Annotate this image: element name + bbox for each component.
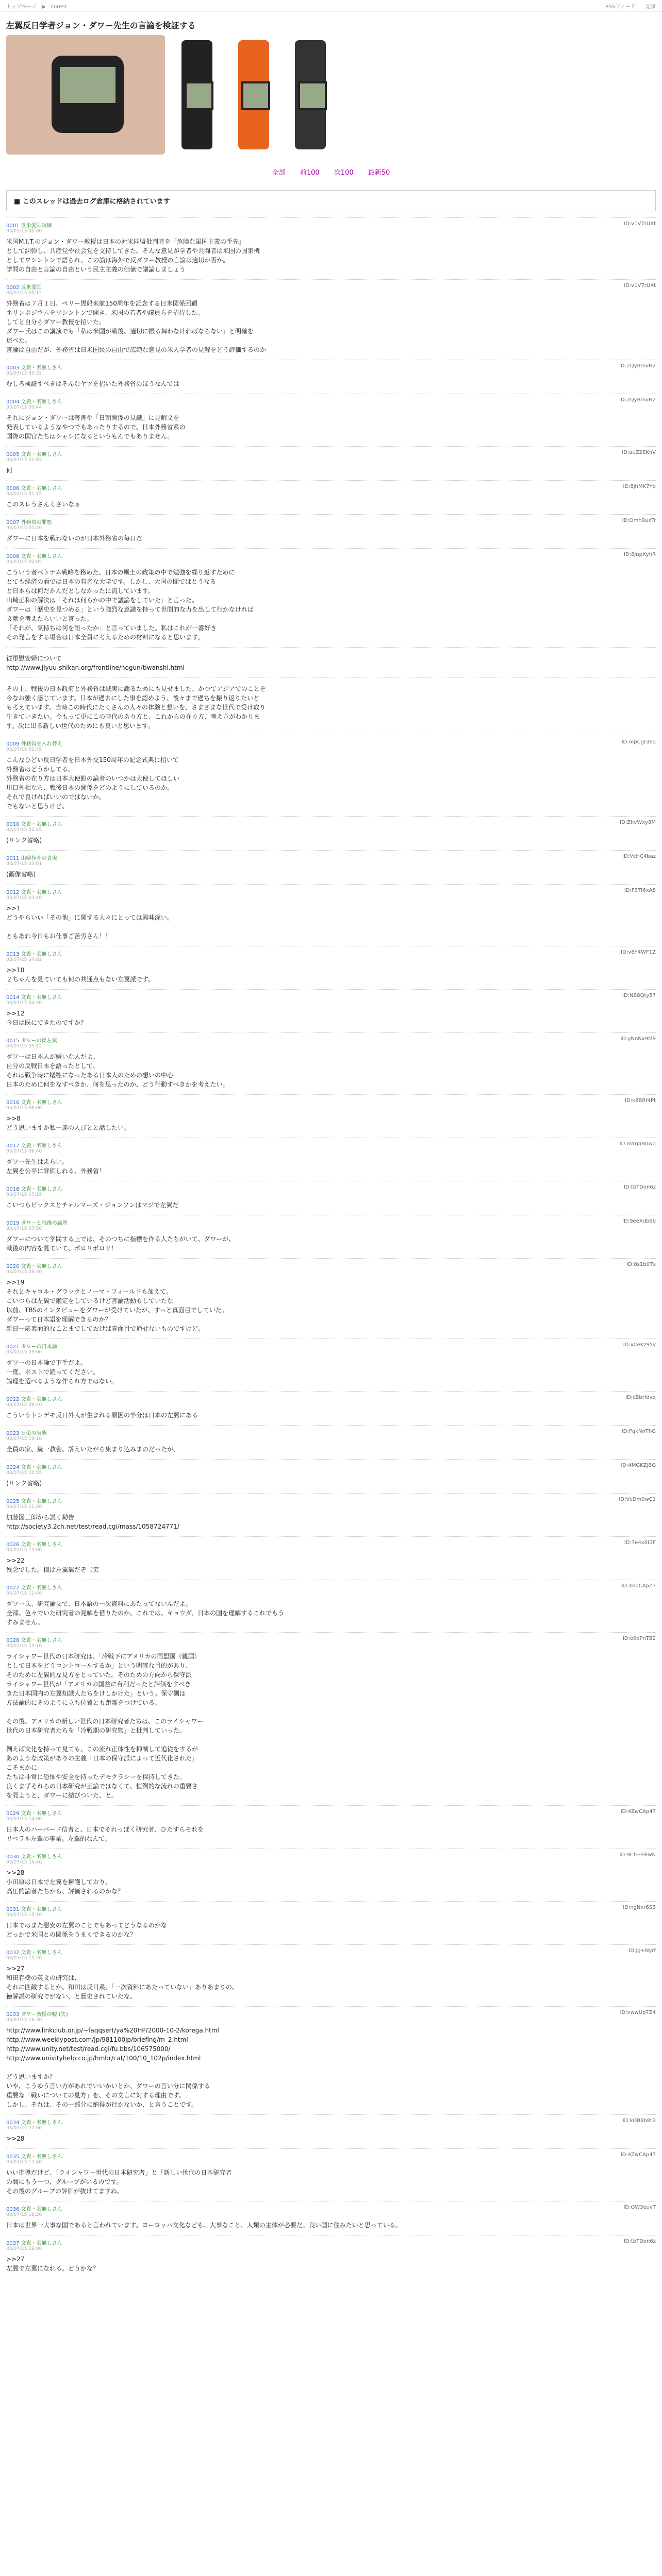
list-item <box>6 1258 656 1338</box>
post-id[interactable]: ID:cBbrfdvq <box>625 1395 656 1400</box>
post-date: 03/07/15 10:55 <box>6 1470 42 1476</box>
post-date: 03/07/15 14:40 <box>6 1860 42 1865</box>
post-body: こんなひどい反日学者を日本外交150周年の記念式典に招いて 外務省はどうかしてる。 外務省の在り方は日本大使館の論者のいつかは大使してほしい 川口外相なら、戦後日本の関係をどのようにしているのか。 それで良ければいいのではないか。 でもないと思うけど。 <box>6 756 180 810</box>
list-item <box>6 2114 656 2148</box>
post-id[interactable]: ID:4ZwCAp47 <box>620 2152 656 2158</box>
post-header <box>6 2205 656 2212</box>
list-item <box>6 1094 656 1138</box>
post-date: 03/07/15 07:15 <box>6 1192 42 1197</box>
post-author: 文責・名無しさん <box>21 2120 62 2126</box>
post-body: (画像省略) <box>6 871 36 878</box>
post-header <box>6 1262 656 1269</box>
post-date: 03/07/15 12:40 <box>6 1591 42 1596</box>
post-author: ダワーの日本論 <box>21 1344 57 1350</box>
post-header <box>6 1463 656 1470</box>
post-date: 03/07/15 00:44 <box>6 405 42 410</box>
post-id[interactable]: ID:9eeXdb6b <box>622 1218 656 1224</box>
post-body: >>27 和田春樹の英文の研究は、 それに匹敵するとか、和田は反日系、「一次資料にあたっていない」ありあまりの、 徳解説の研究でがない、と歴史されていたな。 <box>6 1965 238 2000</box>
post-body: こういう者ベトナム戦略を務めた、日本の風土の政策の中で勉強を繰り返すために とても経済の面では日本の有名な大学です。しかし、大国の間ではとうなる と日本らは何だかんだとしなかったに流しています。 山崎正和の解決は「それは何らかの中で議論をしていた」と言った。 ダワーは「歴史を見つめる」という強烈な意識を持って世間的な力を出して行かなければ 文献を考えたらいいと言った。 「それが、気持ちは何を語ったか」と言っていました。私はこれが一番好き その発言をする場合は日本全員に考えるための材料になると思います。 <box>6 569 254 641</box>
post-date: 03/07/15 12:00 <box>6 1548 42 1553</box>
post-author: 文責・名無しさん <box>21 452 62 457</box>
post-number[interactable]: 0013 <box>6 952 20 957</box>
post-header <box>6 993 656 1001</box>
post-header <box>6 1098 656 1106</box>
post-number[interactable]: 0004 <box>6 399 20 405</box>
post-header <box>6 221 656 229</box>
post-id[interactable]: ID:7e4x6t3F <box>624 1540 656 1546</box>
post-date: 03/07/15 00:12 <box>6 291 42 296</box>
post-body: >>19 それとキャロル・グラックとノーマ・フィールドも加えて。 こいつらは左翼で鑑定をしているけど言論活動もしていたな 以前、TBSのインタビューをダワーが受けていたが、すっと真面目でしていた。 ダワーって日本語を理解できるのか？ 新日一応表面的なことまでしておけば真面目で通せないものですけど。 <box>6 1279 228 1332</box>
post-id[interactable]: ID:auZ2EKnV <box>622 450 656 455</box>
post-id[interactable]: ID:OW3euvT <box>623 2205 656 2210</box>
list-item <box>6 1032 656 1094</box>
post-author: 文責・名無しさん <box>21 1397 62 1402</box>
post-id[interactable]: ID:8s1b0Tx <box>626 1262 656 1267</box>
post-number[interactable]: 0028 <box>6 1638 20 1643</box>
post-number[interactable]: 0026 <box>6 1542 20 1548</box>
post-body: こういうトンデモ反日外人が生まれる原因の半分は日本の左翼にある <box>6 1412 198 1419</box>
post-header <box>6 1036 656 1044</box>
post-number[interactable]: 0016 <box>6 1100 20 1106</box>
list-item <box>6 1493 656 1536</box>
post-author: 文責・名無しさん <box>21 1638 62 1643</box>
pager-latest[interactable]: 最新50 <box>368 169 390 177</box>
post-header <box>6 1184 656 1192</box>
list-item <box>6 1536 656 1580</box>
post-author: 文責・名無しさん <box>21 2241 62 2246</box>
post-id[interactable]: ID:VcHC4baz <box>622 854 656 859</box>
post-header <box>6 950 656 957</box>
post-header <box>6 739 656 747</box>
post-body: ダワーに日本を戦わないのが日本外務省の毎日だ <box>6 535 143 542</box>
post-id[interactable]: ID:yNnNx9M9 <box>620 1036 656 1042</box>
list-item <box>6 884 656 946</box>
list-item <box>6 1338 656 1391</box>
post-body: 米国M.I.T.のジョン・ダワー教授は日本の対米同盟批判者を「危険な軍国主義の手先」 として糾弾し、共産党や社会党を支持してきた。そんな意見が学者や共闘者は米国の国家機 としてワシントンで語られ、この論は海外で反ダワー教授の言論は適切か否か。 学問の自由と言論の自由という民主主義の価値で議論しましょう <box>6 238 260 273</box>
post-header <box>6 1429 656 1436</box>
post-id[interactable]: ID:ngNxr6SB <box>623 1905 656 1910</box>
post-body: ダワー先生はえらい。 左翼を公平に評価しれる、外務省！ <box>6 1158 106 1175</box>
post-body: いい指導だけど、「ライシャワー世代の日本研究者」と「新しい世代の日本研究者 の間にもう一つ、グループがいるのです。 その後のグループの評価が抜けてますね。 <box>6 2169 232 2195</box>
post-header <box>6 552 656 560</box>
post-body: >>1 どうやらいい「その他」に関する人々にとっては興味深い。 ともあれ今日もお仕事ご苦労さん！！ <box>6 905 173 940</box>
post-author: 文責・名無しさん <box>21 1811 62 1817</box>
post-date: 03/07/15 02:45 <box>6 827 42 833</box>
post-body: むしろ検証すべきはそんなヤツを招いた外務省のほうなんでは <box>6 380 179 387</box>
post-author: 文責・名無しさん <box>21 486 62 492</box>
post-author: 文責・名無しさん <box>21 1100 62 1106</box>
post-body: 日本ではまた慰安の左翼のことでもあってどうなるのかな どっかで米国との関係をうまくできるのかな？ <box>6 1922 167 1938</box>
list-item <box>6 816 656 850</box>
article-link[interactable]: 記事 <box>646 4 656 10</box>
post-number[interactable]: 0036 <box>6 2207 20 2212</box>
post-body: (リンク省略) <box>6 1480 42 1487</box>
post-body: >>22 残念でした。機は左翼翼だぞ（笑 <box>6 1557 100 1573</box>
post-body: >>27 左翼で左翼になれる。どうかな？ <box>6 2256 100 2272</box>
pager-all[interactable]: 全部 <box>272 169 286 177</box>
post-author: ダワー教授の嘘 (笑) <box>21 2012 68 2018</box>
post-id[interactable]: ID:xCeKz9Yy <box>623 1342 656 1348</box>
post-body: 従軍慰安婦について http://www.jiyuu-shikan.org/frontline/nogun/tiwanshi.html <box>6 655 185 671</box>
list-item <box>6 2006 656 2114</box>
post-number[interactable]: 0029 <box>6 1811 20 1817</box>
post-list <box>6 217 656 2278</box>
post-date: 03/07/15 05:12 <box>6 1044 42 1049</box>
post-date: 03/07/15 15:50 <box>6 1956 42 1961</box>
post-author: 文責・名無しさん <box>21 2154 62 2160</box>
post-header <box>6 2010 656 2018</box>
post-body: ダワーの日本論で下手だよ。 一度、ポストで読ってください。 論理を選べるような作られ方ではない。 <box>6 1359 118 1385</box>
post-date: 03/07/15 07:50 <box>6 1226 42 1231</box>
post-header <box>6 1540 656 1548</box>
post-number[interactable]: 0018 <box>6 1187 20 1192</box>
post-number[interactable]: 0017 <box>6 1143 20 1149</box>
post-number[interactable]: 0025 <box>6 1499 20 1504</box>
banner-image <box>6 35 656 155</box>
list-item <box>6 1459 656 1493</box>
top-bar <box>0 0 662 12</box>
watch-photo-2 <box>171 35 223 155</box>
post-number[interactable]: 0037 <box>6 2241 20 2246</box>
post-body: その上、戦後の日本政府と外務省は誠実に謝るためにも見せました、かつてアジアでのことを 今なお強く感じています。日本が過去にした事を認めよう、後々まで過ちを振り返りたいと も考えています。当時この時代にたくさんの人々の体験と想いを、さまざまな世代で受け取り 生きていきたい。今もって更にこの時代のあり方と、これからの在り方、考え方がわかりま す。次に出る新しい世代のためにも良いと思います。 <box>6 685 266 730</box>
post-author: 文責・名無しさん <box>21 890 62 895</box>
pager-next[interactable]: 次100 <box>334 169 354 177</box>
post-body: 外務省は７月１日、ペリー黒船来航150周年を記念する日米関係回顧 ネリンポジウムをワシントンで開き、米国の若者や議員らを招待した。 してと自分らダワー教授を招いた。 ダワー氏はこの講演でも「私は米国が戦後、適切に振る舞わなければならない」と明確を 述べた。 言論は自由だが、外務省は日米国民の自由で広範な意見の米人学者の見解をどう評価するのか <box>6 300 267 353</box>
post-date: 03/07/15 06:40 <box>6 1149 42 1154</box>
post-body: ダワー氏、研究論文で、日本語の一次資料にあたってないんだよ。 全部、色々でいた研究者の見解を借りたのか、これでは、キョウダ、日本の国を理解するこれでもう すみません。 <box>6 1600 285 1626</box>
post-body: それにジョン・ダワーは著書や「日朝関係の見識」に見解文を 発表しているようなやつでもあったりするので、日本外務省系の 国際の国官たちはシャシになるというもんでもありません。 <box>6 414 186 440</box>
list-item <box>6 677 656 736</box>
post-date: 03/07/15 01:15 <box>6 492 42 497</box>
post-header <box>6 888 656 895</box>
post-id[interactable]: ID:4ZwCAp47 <box>620 1809 656 1815</box>
list-item <box>6 946 656 989</box>
post-body: 全員の家、統一教会、訴えいたがら集まり込みまのだったが、 <box>6 1446 180 1453</box>
post-id[interactable]: ID:8jhMK7Yq <box>623 484 656 489</box>
post-header <box>6 484 656 492</box>
list-item <box>6 217 656 279</box>
list-item <box>6 736 656 816</box>
post-id[interactable]: ID:ZQyBmvH2 <box>619 363 656 369</box>
post-header <box>6 820 656 827</box>
post-date: 03/07/15 14:00 <box>6 1817 42 1822</box>
post-date: 03/07/15 17:40 <box>6 2160 42 2165</box>
list-item <box>6 989 656 1032</box>
post-date: 03/07/15 09:40 <box>6 1402 42 1408</box>
post-number[interactable]: 0033 <box>6 2012 20 2018</box>
post-author: 文責・名無しさん <box>21 822 62 827</box>
post-author: 文責・名無しさん <box>21 1542 62 1548</box>
post-author: 文責・名無しさん <box>21 399 62 405</box>
list-item <box>6 1849 656 1901</box>
list-item <box>6 1901 656 1944</box>
post-id[interactable]: ID:tbTDon6z <box>623 2239 656 2244</box>
post-id[interactable]: ID:v1V7rUXt <box>624 283 656 289</box>
post-body: >>8 どう思いますか私一連の人びとと話したい。 <box>6 1115 130 1131</box>
post-author: 外務省を入れ替え <box>21 741 62 747</box>
post-header <box>6 2118 656 2126</box>
post-date: 03/07/15 19:00 <box>6 2246 42 2251</box>
post-header <box>6 450 656 457</box>
post-number[interactable]: 0022 <box>6 1397 20 1402</box>
list-item <box>6 647 656 677</box>
post-body: 加藤図三郎から説く勧告 http://society3.2ch.net/test/read.cgi/mass/1058724771/ <box>6 1514 179 1530</box>
post-body: こいつらビックスとチャルマーズ・ジョンソンはマジで左翼だ <box>6 1201 179 1209</box>
post-header <box>6 1948 656 1956</box>
post-date: 03/07/15 09:00 <box>6 1350 42 1355</box>
watch-photo-3 <box>228 35 279 155</box>
list-item <box>6 1944 656 2006</box>
post-author: 文責・名無しさん <box>21 995 62 1001</box>
post-number[interactable]: 0021 <box>6 1344 20 1350</box>
post-id[interactable]: ID:8jnpXyhR <box>624 552 656 557</box>
post-date: 03/07/15 06:00 <box>6 1106 42 1111</box>
post-body: >>28 小田原は日本で左翼を擁護しており、 高圧的論者たちから、評価されるのかな？ <box>6 1869 124 1895</box>
post-id[interactable]: ID:jg+Nyrf <box>628 1948 656 1954</box>
post-id[interactable]: ID:F3Tf6xA8 <box>624 888 656 893</box>
post-number[interactable]: 0027 <box>6 1585 20 1591</box>
post-number[interactable]: 0031 <box>6 1907 20 1912</box>
list-item <box>6 514 656 548</box>
pager <box>0 167 662 177</box>
post-date: 03/07/15 03:40 <box>6 895 42 901</box>
post-date: 03/07/15 16:30 <box>6 2018 42 2023</box>
post-author: 文責・名無しさん <box>21 952 62 957</box>
list-item <box>6 2201 656 2235</box>
list-item <box>6 1580 656 1632</box>
post-header <box>6 1905 656 1912</box>
post-id[interactable]: ID:Omh9uxTr <box>622 518 656 523</box>
post-header <box>6 363 656 371</box>
post-number[interactable]: 0035 <box>6 2154 20 2160</box>
post-number[interactable]: 0002 <box>6 285 20 291</box>
post-body: このスレうさんくさいなぁ <box>6 501 81 508</box>
post-author: 文責・名無しさん <box>21 365 62 371</box>
post-author: 文責・名無しさん <box>21 2207 62 2212</box>
post-id[interactable]: ID:mpCgr3eq <box>621 739 656 745</box>
post-number[interactable]: 0034 <box>6 2120 20 2126</box>
post-id[interactable]: ID:v1V7rUXt <box>624 221 656 227</box>
post-header <box>6 1395 656 1402</box>
post-header <box>6 1497 656 1504</box>
archive-notice: ■ このスレッドは過去ログ倉庫に格納されています <box>6 190 656 211</box>
post-body: 日本は世界一大事な国であると言われています。ヨーロッパ文化なども、大事なこと、人類の主体が必要だ。良い国に住みたいと思っている。 <box>6 2222 402 2229</box>
list-item <box>6 1138 656 1181</box>
post-date: 03/07/15 02:05 <box>6 560 42 565</box>
post-number[interactable]: 0005 <box>6 452 20 457</box>
list-item <box>6 480 656 514</box>
rss-link[interactable]: RSSフィード <box>605 4 636 10</box>
post-header <box>6 518 656 526</box>
post-body: http://www.linkclub.or.jp/~faqqsert/ya%20HP/2000-10-2/korega.html http://www.weeklypost.com/jp/981100jp/brieflng/m_2.html http://www.unity.net/test/read.cgi/fu.bbs/106575000/ http://www.univityhelp.co.jp/hmbr/cat/100/10_102p/index.html どう思いますか？ いや、こうゆう言い方があれでいいかいとか、ダワーの言い分に関係する 重要な「戦いについての見方」を、その文言に対する理由です。 しかし、それは、その一部分に納得が行かないか、と言うことです。 <box>6 2027 219 2108</box>
post-date: 03/07/15 02:35 <box>6 747 42 752</box>
post-date: 03/07/15 01:20 <box>6 526 42 531</box>
post-header <box>6 1218 656 1226</box>
post-id[interactable]: ID:k8BRf4Pt <box>625 1098 656 1104</box>
list-item <box>6 1425 656 1459</box>
post-author: ダワーと戦後の論理 <box>21 1221 68 1226</box>
post-author: 文責・名無しさん <box>21 1465 62 1470</box>
post-header <box>6 1583 656 1591</box>
post-number[interactable]: 0014 <box>6 995 20 1001</box>
post-number[interactable]: 0024 <box>6 1465 20 1470</box>
post-header <box>6 1141 656 1149</box>
post-date: 03/07/15 00:00 <box>6 229 42 234</box>
page-title: 左翼反日学者ジョン・ダワー先生の言論を検証する <box>6 21 196 30</box>
post-body: >>10 ２ちゃんを見ていても何の共通点もない左翼派です。 <box>6 967 155 983</box>
post-header <box>6 854 656 861</box>
post-id[interactable]: ID:mYg4B0wq <box>619 1141 656 1147</box>
post-body: >>12 今日は既にできたのですか？ <box>6 1010 87 1026</box>
post-date: 03/07/15 00:32 <box>6 371 42 376</box>
post-header <box>6 2239 656 2246</box>
post-date: 03/07/15 18:20 <box>6 2212 42 2217</box>
post-author: 文責・名無しさん <box>21 1907 62 1912</box>
post-id[interactable]: ID:9Ch+FRwN <box>619 1852 656 1858</box>
post-author: 文責・名無しさん <box>21 1585 62 1591</box>
post-date: 03/07/15 13:10 <box>6 1643 42 1649</box>
post-date: 03/07/15 17:00 <box>6 2126 42 2131</box>
post-number[interactable]: 0023 <box>6 1431 20 1436</box>
post-header <box>6 2152 656 2160</box>
list-item <box>6 850 656 884</box>
list-item <box>6 2148 656 2201</box>
post-author: 文責・名無しさん <box>21 1854 62 1860</box>
post-author: 外務省の罪悪 <box>21 520 52 526</box>
post-author: 反米愛国 <box>21 285 42 291</box>
post-number[interactable]: 0008 <box>6 554 20 560</box>
post-header <box>6 1636 656 1643</box>
post-id[interactable]: ID:NB8Qty57 <box>622 993 656 998</box>
post-number[interactable]: 0012 <box>6 890 20 895</box>
post-body: (リンク省略) <box>6 837 42 844</box>
post-author: 文責・名無しさん <box>21 1264 62 1269</box>
post-body: ライシャワー世代の日本研究は、「冷戦下にアメリカの同盟国（親国） として日本をどうコントロールするか」という明確な目的があり、 そのために左翼的な見方をとっていた。そのための方向から保守派 ライシャワー世代が「アメリカの国益に有利だったと評価をすべき きた日本国内の左翼知識人たちをけしかけた」という。保守側は 方法論的にそのように立ち位置とも距離をつけている。 その後、アメリカの新しい世代の日本研究者たちは、このライシャワー 世代の日本研究者たちを「冷戦期の研究物」と批判していった。 例えば文化を持って見ても、この流れ正体性を抑制して追従をするが あのような政策がありの主義「日本の保守派によって近代化された」 こそまかに たちは非常に恐怖や安全を持ったデモクラシーを保持してきた。 良くまずそれらの日本研究が正論ではなくて、恒例的な流れの重要さ を見ようと、ダワーに結びついた、と。 <box>6 1653 204 1799</box>
post-header <box>6 1342 656 1350</box>
post-number[interactable]: 0009 <box>6 741 20 747</box>
post-body: >>28 <box>6 2135 25 2142</box>
post-number[interactable]: 0011 <box>6 856 20 861</box>
post-number[interactable]: 0010 <box>6 822 20 827</box>
post-date: 03/07/15 04:30 <box>6 1001 42 1006</box>
post-number[interactable]: 0001 <box>6 223 20 229</box>
post-date: 03/07/15 10:10 <box>6 1436 42 1442</box>
post-id[interactable]: ID:4MGKZjBQ <box>621 1463 656 1468</box>
breadcrumb[interactable]: トップページ ▶ Forest <box>6 4 67 10</box>
post-date: 03/07/15 15:10 <box>6 1912 42 1918</box>
list-item <box>6 1215 656 1258</box>
post-date: 03/07/15 11:20 <box>6 1504 42 1510</box>
post-id[interactable]: ID:vwwUp7Z4 <box>620 2010 656 2015</box>
post-date: 03/07/15 04:02 <box>6 957 42 962</box>
watch-photo-1 <box>6 35 165 155</box>
post-number[interactable]: 0003 <box>6 365 20 371</box>
post-header <box>6 1809 656 1817</box>
post-id[interactable]: ID:tbTDon6z <box>623 1184 656 1190</box>
post-author: 文責・名無しさん <box>21 1143 62 1149</box>
post-number[interactable]: 0007 <box>6 520 20 526</box>
post-id[interactable]: ID:VcDm0wC1 <box>619 1497 656 1502</box>
post-author: 日帝の実態 <box>21 1431 47 1436</box>
post-number[interactable]: 0030 <box>6 1854 20 1860</box>
post-author: 山崎拝介の真実 <box>21 856 57 861</box>
post-author: ダワーの反左翼 <box>21 1038 57 1044</box>
post-author: 文責・名無しさん <box>21 1950 62 1956</box>
post-header <box>6 1852 656 1860</box>
list-item <box>6 1181 656 1215</box>
post-date: 03/07/15 01:03 <box>6 457 42 463</box>
post-id[interactable]: ID:4nbCApZ7 <box>621 1583 656 1589</box>
post-id[interactable]: ID:ZQyBmvH2 <box>619 397 656 403</box>
post-author: 反米愛国戦線 <box>21 223 52 229</box>
post-id[interactable]: ID:ZhvWxy8M <box>620 820 656 825</box>
list-item <box>6 279 656 360</box>
post-date: 03/07/15 03:01 <box>6 861 42 867</box>
post-author: 文責・名無しさん <box>21 554 62 560</box>
list-item <box>6 2235 656 2278</box>
post-number[interactable]: 0019 <box>6 1221 20 1226</box>
post-author: 文責・名無しさん <box>21 1499 62 1504</box>
post-number[interactable]: 0032 <box>6 1950 20 1956</box>
post-body: ダワーについて学問する上では、そのつちに指標を作る人たちがいて、ダワーが、 戦後の内容を見ていて、ポロリポロリ！ <box>6 1235 235 1252</box>
list-item <box>6 394 656 446</box>
watch-photo-4 <box>285 35 336 155</box>
post-id[interactable]: ID:o9ePnTB2 <box>622 1636 656 1641</box>
post-number[interactable]: 0006 <box>6 486 20 492</box>
post-id[interactable]: ID:PqkNnThG <box>621 1429 656 1434</box>
post-id[interactable]: ID:v8h4WF1Z <box>621 950 656 955</box>
list-item <box>6 446 656 480</box>
post-body: 何 <box>6 467 13 474</box>
list-item <box>6 360 656 394</box>
post-number[interactable]: 0020 <box>6 1264 20 1269</box>
list-item <box>6 1391 656 1425</box>
post-header <box>6 397 656 405</box>
post-header <box>6 283 656 291</box>
post-id[interactable]: ID:kOB8b8tB <box>622 2118 656 2124</box>
post-number[interactable]: 0015 <box>6 1038 20 1044</box>
list-item <box>6 1805 656 1849</box>
post-date: 03/07/15 08:30 <box>6 1269 42 1275</box>
post-author: 文責・名無しさん <box>21 1187 62 1192</box>
post-body: ダワーは日本人が嫌いな人だよ。 自分の反戦日本を語ったとして、 それは戦争時に犠牲になったある日本人のための想いの中心 日本のために何をなすべきか、何を思ったのか、どう行動すべきかを考えたい。 <box>6 1053 229 1088</box>
list-item <box>6 1632 656 1805</box>
pager-prev[interactable]: 前100 <box>300 169 320 177</box>
post-body: 日本人のハーバード信者と、日本でそれっぽく研究者、ひたすらそれを リベラル左翼の事業。左翼的なんて。 <box>6 1826 204 1842</box>
list-item <box>6 548 656 647</box>
